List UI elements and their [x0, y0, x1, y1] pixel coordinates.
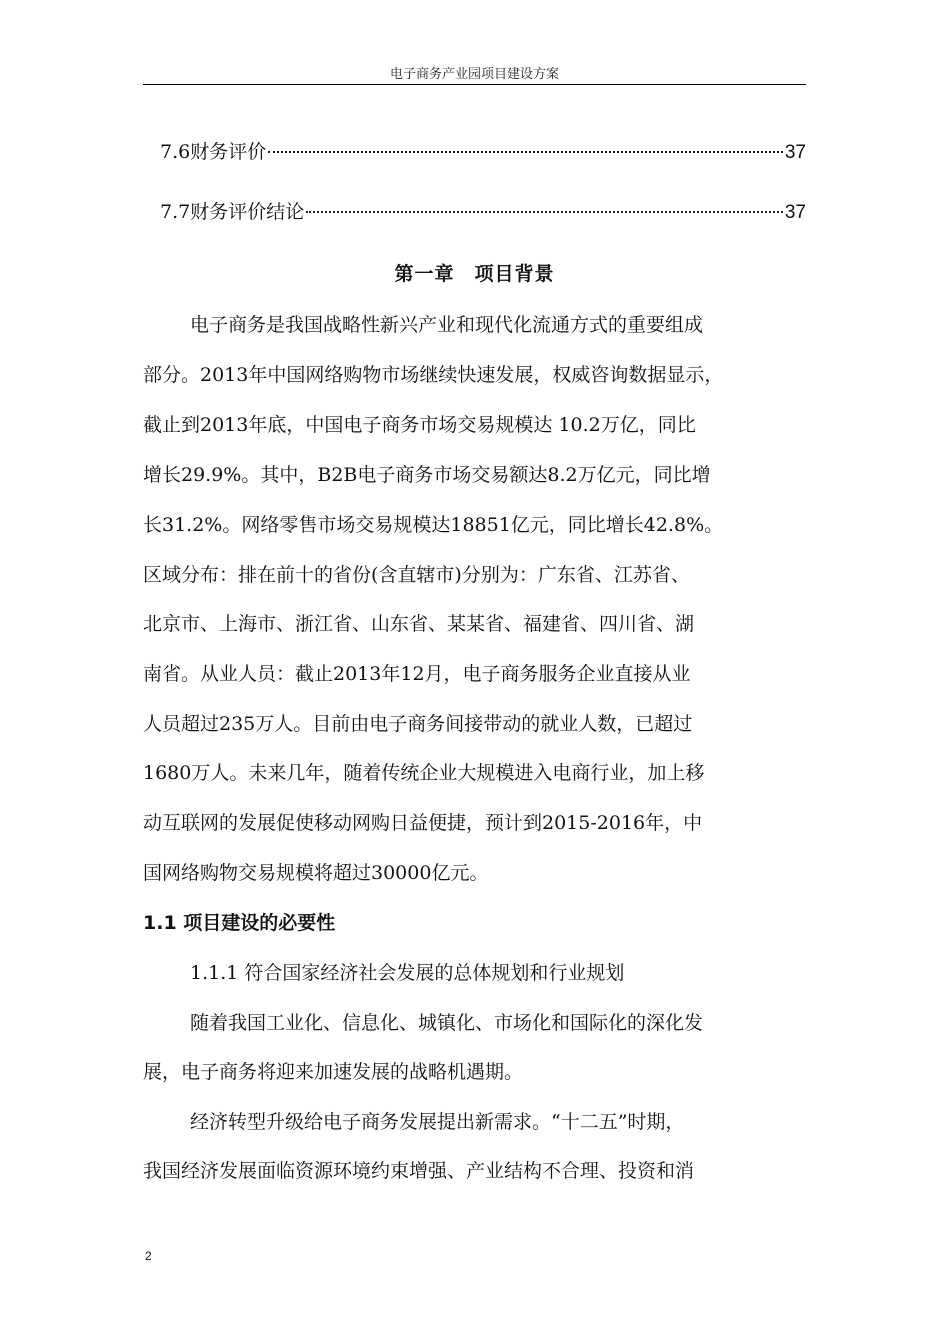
paragraph-line: 经济转型升级给电子商务发展提出新需求。“十二五”时期，: [190, 1111, 685, 1133]
toc-leader-dots: [268, 151, 783, 153]
toc-entry-label: 7.6财务评价: [160, 141, 267, 163]
paragraph-line: 电子商务是我国战略性新兴产业和现代化流通方式的重要组成: [190, 314, 704, 336]
header-rule: [143, 84, 806, 85]
paragraph-line: 人员超过235万人。目前由电子商务间接带动的就业人数，已超过: [143, 713, 693, 735]
paragraph-line: 国网络购物交易规模将超过30000亿元。: [143, 862, 489, 884]
chapter-title: 第一章 项目背景: [394, 263, 555, 285]
toc-leader-dots: [306, 211, 783, 213]
toc-entry-page: 37: [784, 202, 806, 223]
paragraph-line: 部分。2013年中国网络购物市场继续快速发展，权威咨询数据显示，: [143, 364, 724, 386]
paragraph-line: 截止到2013年底，中国电子商务市场交易规模达 10.2万亿，同比: [143, 414, 696, 436]
paragraph-line: 区域分布：排在前十的省份(含直辖市)分别为：广东省、江苏省、: [143, 564, 690, 586]
subsection-heading: 1.1.1 符合国家经济社会发展的总体规划和行业规划: [190, 962, 625, 984]
paragraph-line: 动互联网的发展促使移动网购日益便捷，预计到2015-2016年，中: [143, 812, 703, 834]
toc-entry[interactable]: [160, 138, 806, 166]
paragraph-line: 随着我国工业化、信息化、城镇化、市场化和国际化的深化发: [190, 1012, 704, 1034]
page-header: 电子商务产业园项目建设方案: [389, 67, 559, 82]
paragraph-line: 展，电子商务将迎来加速发展的战略机遇期。: [143, 1061, 524, 1083]
section-heading: 1.1 项目建设的必要性: [143, 912, 336, 934]
toc-entry[interactable]: [160, 198, 806, 226]
paragraph-line: 南省。从业人员：截止2013年12月，电子商务服务企业直接从业: [143, 663, 691, 685]
page-number: 2: [145, 1249, 152, 1263]
toc-entry-page: 37: [784, 142, 806, 163]
toc-entry-label: 7.7财务评价结论: [160, 201, 305, 223]
paragraph-line: 1680万人。未来几年，随着传统企业大规模进入电商行业，加上移: [143, 762, 705, 784]
paragraph-line: 增长29.9%。其中，B2B电子商务市场交易额达8.2万亿元，同比增: [143, 464, 711, 486]
paragraph-line: 我国经济发展面临资源环境约束增强、产业结构不合理、投资和消: [143, 1160, 695, 1182]
paragraph-line: 北京市、上海市、浙江省、山东省、某某省、福建省、四川省、湖: [143, 613, 695, 635]
paragraph-line: 长31.2%。网络零售市场交易规模达18851亿元，同比增长42.8%。: [143, 514, 724, 536]
